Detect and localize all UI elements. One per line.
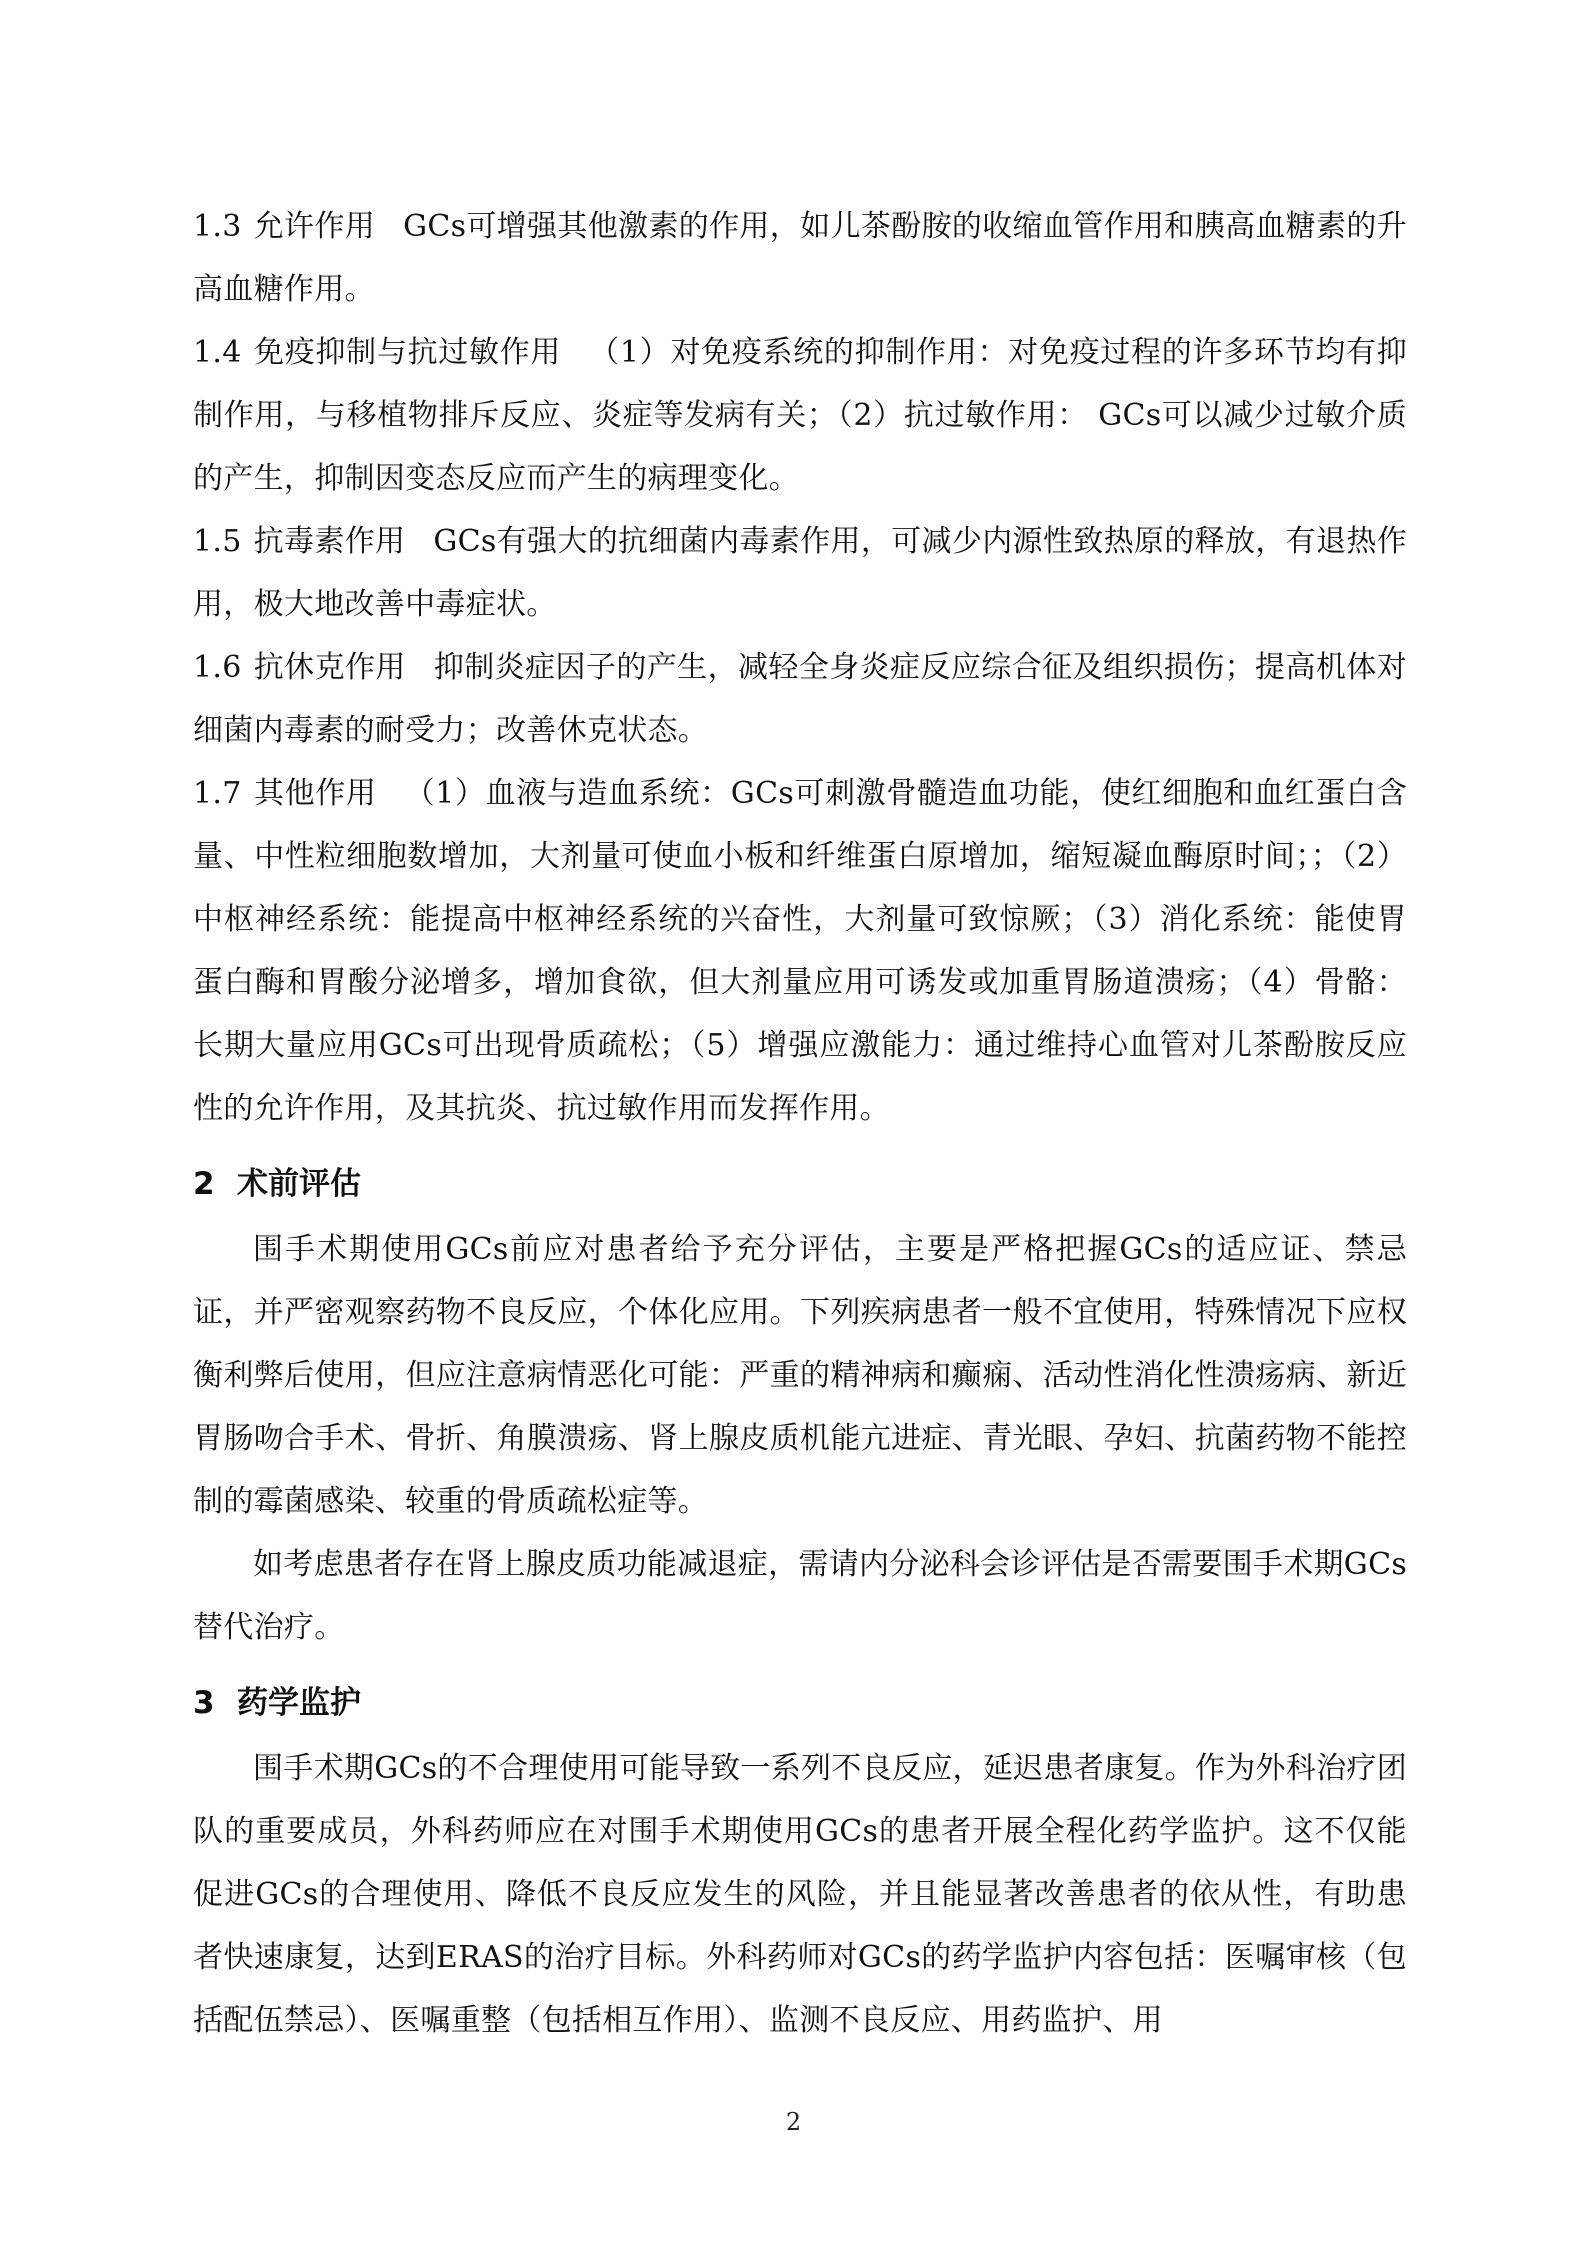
subsection-number: 1.7 [193,776,242,811]
subsection-number: 1.4 [193,335,242,370]
section-heading-3 [193,1673,1407,1733]
section-heading-2 [193,1154,1407,1214]
subsection-text: （1）对免疫系统的抑制作用：对免疫过程的许多环节均有抑制作用，与移植物排斥反应、炎症等发病有关；（2）抗过敏作用： GCs可以减少过敏介质的产生，抑制因变态反应而产生的病理变化。 [193,335,1407,496]
subsection-1-3 [193,195,1407,321]
page-number: 2 [785,2108,802,2136]
subsection-1-6 [193,636,1407,762]
paragraph-adrenal-insufficiency: 如考虑患者存在肾上腺皮质功能减退症，需请内分泌科会诊评估是否需要围手术期GCs替代治疗。 [193,1547,1408,1645]
document-page [193,195,1407,2052]
subsection-text: GCs可增强其他激素的作用，如儿茶酚胺的收缩血管作用和胰高血糖素的升高血糖作用。 [193,209,1408,307]
subsection-title: 允许作用 [253,209,376,244]
section-number: 2 [193,1166,215,1202]
subsection-text: 抑制炎症因子的产生，减轻全身炎症反应综合征及组织损伤；提高机体对细菌内毒素的耐受力；改善休克状态。 [193,650,1408,748]
subsection-title: 抗毒素作用 [253,524,406,559]
subsection-title: 抗休克作用 [253,650,406,685]
section-number: 3 [193,1685,215,1721]
subsection-number: 1.3 [193,209,242,244]
subsection-title: 其他作用 [253,776,377,811]
subsection-text: （1）血液与造血系统：GCs可刺激骨髓造血功能，使红细胞和血红蛋白含量、中性粒细胞数增加，大剂量可使血小板和纤维蛋白原增加，缩短凝血酶原时间；；（2）中枢神经系统：能提高中枢神经系统的兴奋性，大剂量可致惊厥；（3）消化系统：能使胃蛋白酶和胃酸分泌增多，增加食欲，但大剂量应用可诱发或加重胃肠道溃疡；（4）骨骼：长期大量应用GCs可出现骨质疏松；（5）增强应激能力：通过维持心血管对儿茶酚胺反应性的允许作用，及其抗炎、抗过敏作用而发挥作用。 [193,776,1407,1126]
subsection-text: GCs有强大的抗细菌内毒素作用，可减少内源性致热原的释放，有退热作用，极大地改善中毒症状。 [193,524,1407,622]
section-title: 术前评估 [237,1166,361,1202]
subsection-1-7 [193,762,1407,1140]
paragraph-pharmaceutical-care: 围手术期GCs的不合理使用可能导致一系列不良反应，延迟患者康复。作为外科治疗团队的重要成员，外科药师应在对围手术期使用GCs的患者开展全程化药学监护。这不仅能促进GCs的合理使用、降低不良反应发生的风险，并且能显著改善患者的依从性，有助患者快速康复，达到ERAS的治疗目标。外科药师对GCs的药学监护内容包括：医嘱审核（包括配伍禁忌）、医嘱重整（包括相互作用）、监测不良反应、用药监护、用 [193,1751,1408,2038]
paragraph-preop-assessment: 围手术期使用GCs前应对患者给予充分评估，主要是严格把握GCs的适应证、禁忌证，并严密观察药物不良反应，个体化应用。下列疾病患者一般不宜使用，特殊情况下应权衡利弊后使用，但应注意病情恶化可能：严重的精神病和癫痫、活动性消化性溃疡病、新近胃肠吻合手术、骨折、角膜溃疡、肾上腺皮质机能亢进症、青光眼、孕妇、抗菌药物不能控制的霉菌感染、较重的骨质疏松症等。 [193,1232,1407,1519]
section-title: 药学监护 [237,1685,361,1721]
subsection-number: 1.5 [193,524,242,559]
subsection-1-4 [193,321,1407,510]
subsection-1-5 [193,510,1407,636]
subsection-title: 免疫抑制与抗过敏作用 [253,335,562,370]
subsection-number: 1.6 [193,650,242,685]
